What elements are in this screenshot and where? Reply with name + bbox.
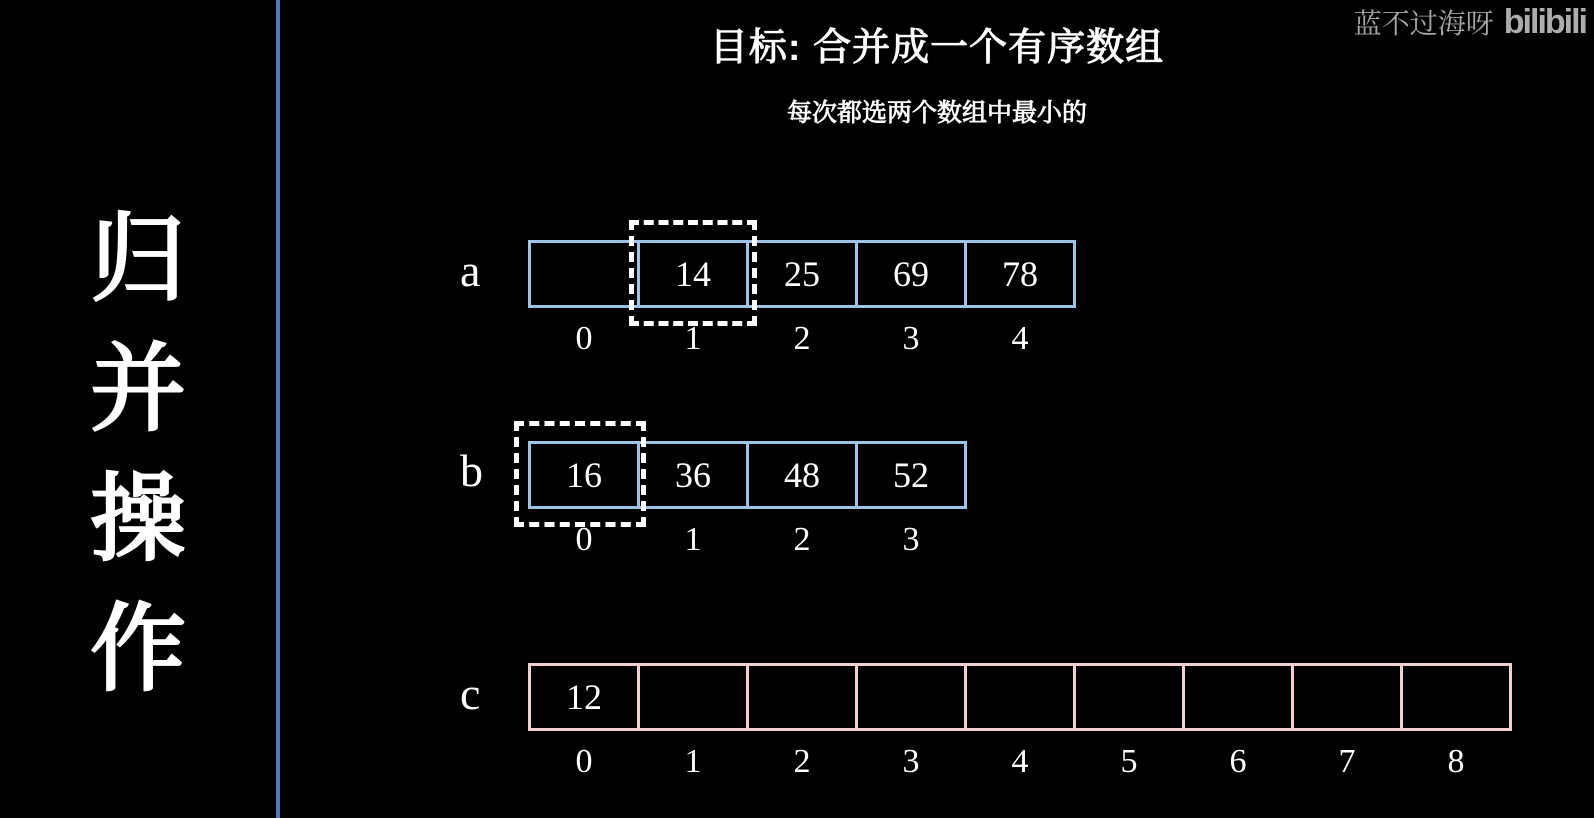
array-cell[interactable]: 48 [746, 441, 858, 509]
array-index-label: 4 [1011, 743, 1029, 780]
array-cell[interactable] [528, 240, 640, 308]
array-index-label: 4 [1011, 320, 1029, 357]
array-cells-b [528, 441, 964, 509]
array-cell[interactable]: 78 [964, 240, 1076, 308]
array-cells-c [528, 663, 1509, 731]
array-index-label: 1 [684, 320, 702, 357]
vertical-title-char-3: 操 [90, 466, 188, 573]
array-cell[interactable] [1400, 663, 1512, 731]
array-index-label: 1 [684, 521, 702, 558]
array-cells-a [528, 240, 1073, 308]
array-index-label: 0 [575, 521, 593, 558]
array-cell[interactable] [1182, 663, 1294, 731]
array-label-b: b [460, 445, 483, 496]
array-cell[interactable]: 36 [637, 441, 749, 509]
array-label-c: c [460, 668, 481, 719]
array-index-label: 2 [793, 521, 811, 558]
array-index-label: 3 [902, 320, 920, 357]
array-index-label: 2 [793, 320, 811, 357]
left-panel [0, 0, 278, 818]
vertical-title-char-2: 并 [90, 336, 188, 443]
array-cell[interactable]: 69 [855, 240, 967, 308]
array-indices-a [528, 320, 1073, 358]
array-indices-b [528, 521, 964, 559]
array-index-label: 6 [1229, 743, 1247, 780]
array-cell[interactable] [637, 663, 749, 731]
array-indices-c [528, 743, 1509, 781]
array-index-label: 0 [575, 320, 593, 357]
array-cell[interactable]: 12 [528, 663, 640, 731]
array-index-label: 3 [902, 521, 920, 558]
vertical-section-title [0, 195, 278, 715]
array-cell[interactable] [855, 663, 967, 731]
array-cell[interactable]: 16 [528, 441, 640, 509]
array-cell[interactable]: 14 [637, 240, 749, 308]
watermark [1354, 2, 1586, 42]
array-index-label: 5 [1120, 743, 1138, 780]
array-index-label: 7 [1338, 743, 1356, 780]
page-subtitle: 每次都选两个数组中最小的 [786, 99, 1087, 127]
array-cell[interactable] [1073, 663, 1185, 731]
array-index-label: 1 [684, 743, 702, 780]
array-index-label: 2 [793, 743, 811, 780]
array-cell[interactable] [964, 663, 1076, 731]
watermark-username: 蓝不过海呀 [1353, 8, 1494, 39]
array-cell[interactable]: 25 [746, 240, 858, 308]
array-cell[interactable] [746, 663, 858, 731]
array-index-label: 8 [1447, 743, 1465, 780]
array-cell[interactable]: 52 [855, 441, 967, 509]
page-title: 目标: 合并成一个有序数组 [709, 27, 1165, 69]
array-index-label: 0 [575, 743, 593, 780]
array-label-a: a [460, 245, 481, 296]
array-cell[interactable] [1291, 663, 1403, 731]
bilibili-logo-icon: bilibili [1503, 2, 1586, 41]
vertical-title-char-4: 作 [90, 596, 188, 703]
vertical-title-char-1: 归 [90, 206, 188, 313]
array-index-label: 3 [902, 743, 920, 780]
